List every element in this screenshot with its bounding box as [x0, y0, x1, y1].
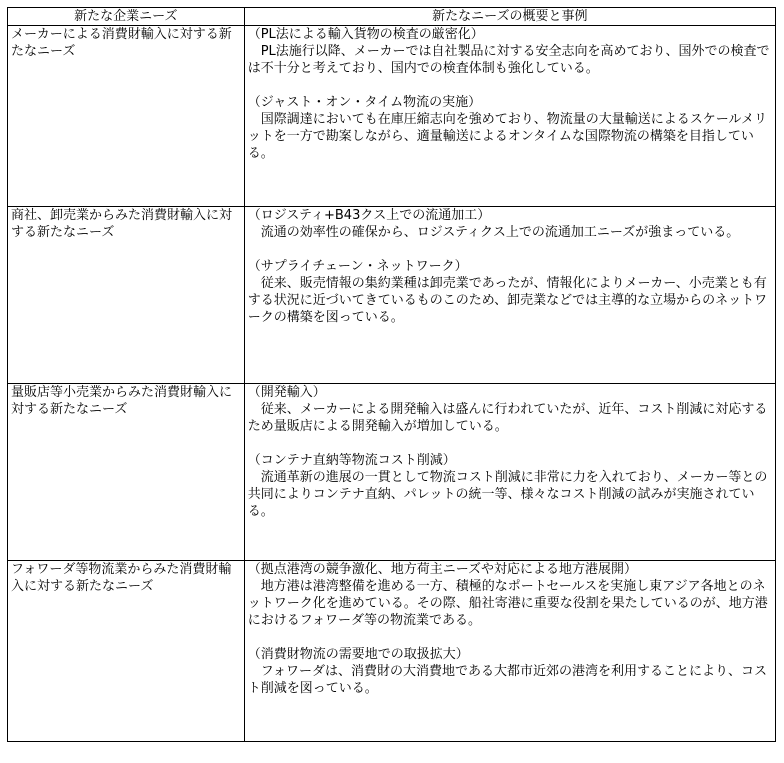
- example-section: [248, 646, 772, 697]
- needs-table: [7, 7, 776, 742]
- summary-cell: [244, 384, 775, 561]
- example-body: 地方港は港湾整備を進める一方、積極的なポートセールスを実施し東アジア各地とのネットワーク化を進めている。その際、船社寄港に重要な役割を果たしているのが、地方港におけるフォワーダ等の物流業である。: [247, 579, 768, 628]
- example-section: [248, 452, 772, 520]
- example-body: 従来、販売情報の集約業種は卸売業であったが、情報化によりメーカー、小売業とも有する状況に近づいてきているものこのため、卸売業などでは主導的な立場からのネットワークの構築を図っている。: [247, 276, 768, 325]
- summary-cell: [244, 26, 775, 207]
- example-section: [248, 561, 772, 629]
- example-heading: （サプライチェーン・ネットワーク）: [247, 259, 468, 274]
- need-cell: フォワーダ等物流業からみた消費財輸入に対する新たなニーズ: [8, 561, 245, 742]
- example-heading: （消費財物流の需要地での取扱拡大）: [247, 647, 469, 662]
- example-body: 流通の効率性の確保から、ロジスティクス上での流通加工ニーズが強まっている。: [260, 225, 740, 240]
- example-heading: （拠点港湾の競争激化、地方荷主ニーズや対応による地方港展開）: [247, 562, 638, 577]
- header-need: 新たな企業ニーズ: [8, 8, 245, 26]
- example-heading: （PL法による輸入貨物の検査の厳密化）: [247, 27, 484, 42]
- table-row: [8, 384, 776, 561]
- example-body: PL法施行以降、メーカーでは自社製品に対する安全志向を高めており、国外での検査では不十分と考えており、国内での検査体制も強化している。: [247, 44, 770, 76]
- example-section: [248, 207, 772, 241]
- example-body: 流通革新の進展の一貫として物流コスト削減に非常に力を入れており、メーカー等との共同によりコンテナ直納、パレットの統一等、様々なコスト削減の試みが実施されている。: [247, 470, 768, 519]
- example-section: [248, 384, 772, 435]
- example-heading: （ロジスティ+B43クス上での流通加工）: [247, 208, 491, 223]
- example-section: [248, 258, 772, 326]
- summary-cell: [244, 561, 775, 742]
- example-section: [248, 94, 772, 162]
- table-row: [8, 26, 776, 207]
- summary-cell: [244, 207, 775, 384]
- header-summary: 新たなニーズの概要と事例: [244, 8, 775, 26]
- example-heading: （開発輸入）: [247, 385, 326, 400]
- example-body: フォワーダは、消費財の大消費地である大都市近郊の港湾を利用することにより、コスト削減を図っている。: [247, 664, 768, 696]
- example-section: [248, 26, 772, 77]
- table-row: [8, 561, 776, 742]
- example-heading: （コンテナ直納等物流コスト削減）: [247, 453, 456, 468]
- need-cell: メーカーによる消費財輸入に対する新たなニーズ: [8, 26, 245, 207]
- header-row: [8, 8, 776, 26]
- example-heading: （ジャスト・オン・タイム物流の実施）: [247, 95, 482, 110]
- example-body: 従来、メーカーによる開発輸入は盛んに行われていたが、近年、コスト削減に対応するため量販店による開発輸入が増加している。: [247, 402, 768, 434]
- need-cell: 商社、卸売業からみた消費財輸入に対する新たなニーズ: [8, 207, 245, 384]
- table-row: [8, 207, 776, 384]
- example-body: 国際調達においても在庫圧縮志向を強めており、物流量の大量輸送によるスケールメリットを一方で勘案しながら、適量輸送によるオンタイムな国際物流の構築を目指している。: [247, 112, 768, 161]
- need-cell: 量販店等小売業からみた消費財輸入に対する新たなニーズ: [8, 384, 245, 561]
